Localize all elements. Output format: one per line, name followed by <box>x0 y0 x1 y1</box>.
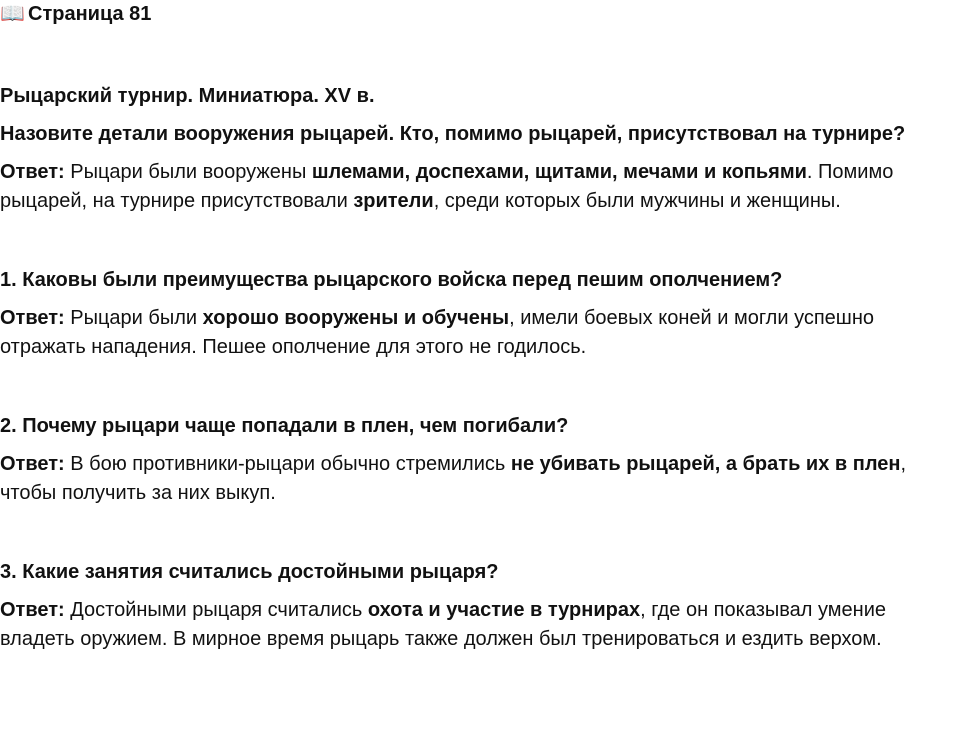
answer-1 <box>0 304 955 362</box>
answer-text-bold: охота и участие в турнирах <box>367 599 641 621</box>
answer-text-part: , имели боевых коней и могли успешно отражать нападения. Пешее ополчение для этого не годилось. <box>0 307 875 358</box>
answer-label: Ответ: <box>0 307 65 329</box>
question-title-3: 3. Какие занятия считались достойными рыцаря? <box>0 561 499 583</box>
answer-text-bold: хорошо вооружены и обучены <box>202 307 510 329</box>
answer-text-bold: шлемами, доспехами, щитами, мечами и копьями <box>311 161 807 183</box>
answer-label: Ответ: <box>0 453 65 475</box>
answer-text-part: . Помимо рыцарей, на турнире присутствовали <box>0 161 894 212</box>
answer-text-part: Достойными рыцаря считались <box>64 599 368 621</box>
intro-answer <box>0 158 955 216</box>
page-header <box>0 0 955 30</box>
answer-text-part: , среди которых были мужчины и женщины. <box>433 190 841 212</box>
answer-text-bold: зрители <box>353 190 434 212</box>
answer-text-part: В бою противники-рыцари обычно стремились <box>64 453 511 475</box>
answer-label: Ответ: <box>0 599 65 621</box>
answer-2 <box>0 450 955 508</box>
answer-text-part: , где он показывал умение владеть оружием. В мирное время рыцарь также должен был тренироваться и ездить верхом. <box>0 599 887 650</box>
answer-text-part: Рыцари были <box>64 307 203 329</box>
question-title-2: 2. Почему рыцари чаще попадали в плен, чем погибали? <box>0 415 569 437</box>
answer-text-part: , чтобы получить за них выкуп. <box>0 453 907 504</box>
answer-label: Ответ: <box>0 161 65 183</box>
open-book-icon: 📖 <box>0 3 25 25</box>
answer-3 <box>0 596 955 654</box>
intro-question: Назовите детали вооружения рыцарей. Кто, помимо рыцарей, присутствовал на турнире? <box>0 123 906 145</box>
page-title: Страница 81 <box>28 3 152 25</box>
question-title-1: 1. Каковы были преимущества рыцарского войска перед пешим ополчением? <box>0 269 783 291</box>
section-heading: Рыцарский турнир. Миниатюра. XV в. <box>0 85 375 107</box>
answer-text-bold: не убивать рыцарей, а брать их в плен <box>510 453 901 475</box>
answer-text-part: Рыцари были вооружены <box>64 161 312 183</box>
